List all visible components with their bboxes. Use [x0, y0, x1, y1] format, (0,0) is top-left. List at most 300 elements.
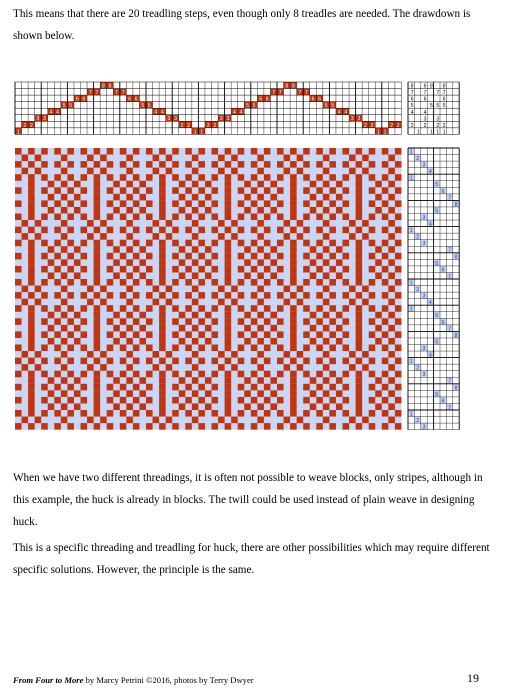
warp-float	[251, 318, 258, 325]
warp-float	[225, 403, 232, 410]
warp-float	[375, 194, 382, 201]
warp-float	[159, 423, 166, 430]
warp-float	[225, 377, 232, 384]
warp-float	[120, 200, 127, 207]
page-number: 19	[467, 671, 479, 685]
warp-float	[212, 279, 219, 286]
warp-float	[395, 214, 402, 221]
warp-float	[251, 214, 258, 221]
warp-float	[41, 305, 48, 312]
warp-float	[146, 200, 153, 207]
warp-float	[388, 299, 395, 306]
warp-float	[251, 279, 258, 286]
warp-float	[100, 168, 107, 175]
warp-float	[153, 364, 160, 371]
threading-number: 5	[69, 103, 73, 110]
warp-float	[146, 410, 153, 417]
warp-float	[61, 233, 68, 240]
tieup-number: 8	[430, 83, 433, 90]
warp-float	[126, 246, 133, 253]
warp-float	[270, 377, 277, 384]
warp-float	[336, 207, 343, 214]
threading-number: 3	[350, 116, 354, 123]
warp-float	[369, 318, 376, 325]
warp-float	[133, 331, 140, 338]
warp-float	[212, 410, 219, 417]
threading-number: 2	[396, 122, 400, 129]
treadle-number: 2	[416, 287, 419, 293]
warp-float	[356, 403, 363, 410]
warp-float	[290, 338, 297, 345]
warp-float	[356, 312, 363, 319]
warp-float	[290, 384, 297, 391]
warp-float	[238, 214, 245, 221]
warp-float	[87, 155, 94, 162]
warp-float	[251, 161, 258, 168]
warp-float	[198, 371, 205, 378]
warp-float	[41, 174, 48, 181]
threading-number: 2	[390, 122, 394, 129]
treadle-number: 7	[448, 378, 451, 385]
warp-float	[264, 292, 271, 299]
warp-float	[94, 194, 101, 201]
warp-float	[369, 292, 376, 299]
warp-float	[198, 292, 205, 299]
treadle-number: 6	[441, 398, 445, 405]
warp-float	[35, 220, 42, 227]
warp-float	[100, 351, 107, 358]
warp-float	[369, 397, 376, 404]
warp-float	[15, 187, 22, 194]
warp-float	[54, 331, 61, 338]
warp-float	[251, 174, 258, 181]
warp-float	[395, 266, 402, 273]
warp-float	[356, 272, 363, 279]
warp-float	[290, 318, 297, 325]
threading-number: 7	[272, 90, 276, 96]
warp-float	[67, 305, 74, 312]
warp-float	[133, 161, 140, 168]
treadle-number: 7	[448, 326, 451, 333]
treadle-number: 3	[422, 345, 426, 352]
warp-float	[238, 292, 245, 299]
warp-float	[166, 220, 173, 227]
threading-number: 6	[311, 96, 315, 103]
warp-float	[139, 377, 146, 384]
warp-float	[388, 312, 395, 319]
warp-float	[15, 240, 22, 247]
warp-float	[67, 345, 74, 352]
warp-float	[159, 272, 166, 279]
warp-float	[212, 266, 219, 273]
warp-float	[133, 358, 140, 365]
warp-float	[54, 214, 61, 221]
warp-float	[133, 148, 140, 155]
warp-float	[356, 240, 363, 247]
warp-float	[329, 200, 336, 207]
warp-float	[35, 364, 42, 371]
warp-float	[205, 207, 212, 214]
warp-float	[336, 259, 343, 266]
warp-float	[198, 358, 205, 365]
warp-float	[257, 155, 264, 162]
warp-float	[81, 318, 88, 325]
warp-float	[356, 325, 363, 332]
warp-float	[172, 331, 179, 338]
warp-float	[48, 390, 55, 397]
warp-float	[172, 305, 179, 312]
warp-float	[270, 181, 277, 188]
warp-float	[35, 155, 42, 162]
warp-float	[329, 279, 336, 286]
warp-float	[231, 155, 238, 162]
warp-float	[107, 214, 114, 221]
warp-float	[303, 345, 310, 352]
warp-float	[185, 305, 192, 312]
warp-float	[28, 371, 35, 378]
warp-float	[238, 148, 245, 155]
warp-float	[382, 240, 389, 247]
warp-float	[323, 220, 330, 227]
warp-float	[323, 286, 330, 293]
warp-float	[257, 338, 264, 345]
warp-float	[15, 305, 22, 312]
treadle-number: 8	[454, 332, 458, 339]
warp-float	[94, 318, 101, 325]
warp-float	[382, 253, 389, 260]
warp-float	[329, 345, 336, 352]
warp-float	[198, 161, 205, 168]
warp-float	[133, 305, 140, 312]
warp-float	[329, 397, 336, 404]
threading-number: 5	[62, 103, 66, 110]
warp-float	[94, 227, 101, 234]
warp-float	[28, 390, 35, 397]
warp-float	[303, 397, 310, 404]
threading-number: 5	[252, 103, 256, 110]
warp-float	[343, 279, 350, 286]
warp-float	[336, 194, 343, 201]
threading-number: 7	[298, 90, 302, 96]
warp-float	[120, 397, 127, 404]
warp-float	[238, 318, 245, 325]
warp-float	[133, 279, 140, 286]
warp-float	[94, 338, 101, 345]
threading-number: 6	[259, 96, 263, 103]
warp-float	[336, 325, 343, 332]
warp-float	[192, 338, 199, 345]
treadle-number: 6	[441, 188, 445, 195]
warp-float	[205, 377, 212, 384]
warp-float	[369, 305, 376, 312]
warp-float	[81, 292, 88, 299]
warp-float	[126, 194, 133, 201]
warp-float	[231, 233, 238, 240]
warp-float	[212, 358, 219, 365]
warp-float	[343, 305, 350, 312]
warp-float	[356, 187, 363, 194]
warp-float	[61, 259, 68, 266]
warp-float	[159, 318, 166, 325]
warp-float	[212, 187, 219, 194]
warp-float	[159, 200, 166, 207]
warp-float	[107, 345, 114, 352]
warp-float	[120, 423, 127, 430]
warp-float	[290, 403, 297, 410]
warp-float	[290, 200, 297, 207]
warp-float	[146, 318, 153, 325]
warp-float	[356, 423, 363, 430]
warp-float	[113, 194, 120, 201]
warp-float	[67, 292, 74, 299]
warp-float	[166, 351, 173, 358]
warp-float	[257, 259, 264, 266]
warp-float	[369, 187, 376, 194]
threading-number: 7	[95, 90, 99, 96]
warp-float	[120, 253, 127, 260]
warp-float	[54, 305, 61, 312]
threading-number: 5	[324, 103, 328, 110]
warp-float	[28, 207, 35, 214]
warp-float	[28, 214, 35, 221]
warp-float	[264, 253, 271, 260]
warp-float	[107, 331, 114, 338]
warp-float	[257, 181, 264, 188]
warp-float	[133, 345, 140, 352]
warp-float	[205, 312, 212, 319]
warp-float	[120, 161, 127, 168]
warp-float	[100, 299, 107, 306]
warp-float	[28, 325, 35, 332]
warp-float	[231, 220, 238, 227]
threading-number: 4	[233, 109, 236, 116]
warp-float	[22, 168, 29, 175]
warp-float	[28, 240, 35, 247]
warp-float	[329, 266, 336, 273]
warp-float	[81, 423, 88, 430]
warp-float	[323, 377, 330, 384]
warp-float	[356, 253, 363, 260]
warp-float	[15, 384, 22, 391]
warp-float	[87, 168, 94, 175]
warp-float	[310, 390, 317, 397]
warp-float	[323, 312, 330, 319]
warp-float	[290, 181, 297, 188]
threading-number: 8	[291, 83, 295, 90]
warp-float	[336, 390, 343, 397]
warp-float	[146, 187, 153, 194]
warp-float	[277, 240, 284, 247]
warp-float	[388, 168, 395, 175]
warp-float	[94, 384, 101, 391]
warp-float	[382, 292, 389, 299]
warp-float	[41, 410, 48, 417]
warp-float	[153, 299, 160, 306]
warp-float	[323, 403, 330, 410]
warp-float	[81, 227, 88, 234]
warp-float	[192, 351, 199, 358]
warp-float	[225, 148, 232, 155]
warp-float	[48, 325, 55, 332]
threading-number: 3	[43, 116, 46, 123]
warp-float	[146, 331, 153, 338]
warp-float	[277, 358, 284, 365]
warp-float	[172, 292, 179, 299]
warp-float	[212, 331, 219, 338]
warp-float	[28, 246, 35, 253]
warp-float	[316, 305, 323, 312]
warp-float	[94, 272, 101, 279]
warp-float	[349, 364, 356, 371]
warp-float	[28, 397, 35, 404]
threading-number: 4	[160, 109, 164, 116]
threading-number: 2	[23, 122, 27, 129]
warp-float	[35, 299, 42, 306]
tieup-number: 7	[436, 90, 440, 97]
treadle-number: 2	[416, 156, 419, 162]
threading-number: 4	[344, 109, 348, 116]
warp-float	[336, 338, 343, 345]
warp-float	[343, 423, 350, 430]
threading-number: 1	[16, 129, 20, 136]
warp-float	[343, 148, 350, 155]
warp-float	[329, 214, 336, 221]
warp-float	[198, 240, 205, 247]
warp-float	[290, 377, 297, 384]
warp-float	[54, 318, 61, 325]
warp-float	[343, 331, 350, 338]
tieup-number: 7	[410, 90, 414, 97]
threading-grid	[15, 82, 401, 135]
warp-float	[303, 305, 310, 312]
treadle-number: 3	[422, 372, 426, 379]
warp-float	[225, 423, 232, 430]
warp-float	[159, 358, 166, 365]
warp-float	[375, 390, 382, 397]
warp-float	[172, 318, 179, 325]
warp-float	[41, 279, 48, 286]
warp-float	[375, 272, 382, 279]
warp-float	[120, 410, 127, 417]
warp-float	[388, 338, 395, 345]
warp-float	[297, 155, 304, 162]
tieup-number: 1	[436, 129, 440, 136]
warp-float	[153, 220, 160, 227]
warp-float	[120, 240, 127, 247]
warp-float	[120, 214, 127, 221]
warp-float	[316, 279, 323, 286]
threading-number: 8	[102, 83, 105, 90]
warp-float	[41, 384, 48, 391]
warp-float	[94, 423, 101, 430]
warp-float	[225, 259, 232, 266]
warp-float	[329, 292, 336, 299]
warp-float	[205, 259, 212, 266]
warp-float	[369, 227, 376, 234]
warp-float	[316, 358, 323, 365]
warp-float	[323, 168, 330, 175]
warp-float	[238, 266, 245, 273]
warp-float	[198, 200, 205, 207]
warp-float	[388, 181, 395, 188]
warp-float	[251, 384, 258, 391]
warp-float	[198, 227, 205, 234]
treadle-number: 4	[429, 352, 432, 359]
warp-float	[185, 410, 192, 417]
warp-float	[251, 292, 258, 299]
treadle-number: 2	[416, 418, 419, 424]
warp-float	[198, 174, 205, 181]
warp-float	[192, 220, 199, 227]
warp-float	[297, 417, 304, 424]
warp-float	[192, 246, 199, 253]
warp-float	[382, 227, 389, 234]
warp-float	[395, 305, 402, 312]
warp-float	[290, 397, 297, 404]
warp-float	[146, 279, 153, 286]
warp-float	[310, 207, 317, 214]
warp-float	[238, 358, 245, 365]
warp-float	[81, 331, 88, 338]
warp-float	[238, 305, 245, 312]
warp-float	[290, 194, 297, 201]
warp-float	[185, 331, 192, 338]
warp-float	[257, 364, 264, 371]
warp-float	[388, 155, 395, 162]
warp-float	[54, 292, 61, 299]
warp-float	[159, 246, 166, 253]
warp-float	[192, 286, 199, 293]
warp-float	[356, 318, 363, 325]
warp-float	[153, 155, 160, 162]
warp-float	[179, 390, 186, 397]
warp-float	[172, 410, 179, 417]
threading-number: 7	[115, 90, 118, 96]
warp-float	[120, 187, 127, 194]
threading-number: 1	[200, 129, 204, 136]
warp-float	[257, 246, 264, 253]
warp-float	[159, 207, 166, 214]
warp-float	[356, 410, 363, 417]
warp-float	[382, 279, 389, 286]
warp-float	[277, 397, 284, 404]
warp-float	[61, 403, 68, 410]
threading-number: 4	[154, 109, 158, 116]
warp-float	[336, 246, 343, 253]
warp-float	[238, 187, 245, 194]
warp-float	[369, 358, 376, 365]
warp-float	[185, 279, 192, 286]
warp-float	[15, 174, 22, 181]
warp-float	[303, 227, 310, 234]
warp-float	[172, 371, 179, 378]
warp-float	[290, 187, 297, 194]
warp-float	[225, 397, 232, 404]
warp-float	[238, 200, 245, 207]
tieup-number: 4	[423, 109, 427, 116]
warp-float	[185, 214, 192, 221]
warp-float	[107, 266, 114, 273]
warp-float	[113, 272, 120, 279]
warp-float	[126, 286, 133, 293]
warp-float	[257, 233, 264, 240]
warp-float	[329, 227, 336, 234]
warp-float	[192, 299, 199, 306]
warp-float	[212, 227, 219, 234]
threading-number: 1	[383, 129, 387, 136]
warp-float	[54, 358, 61, 365]
warp-float	[133, 174, 140, 181]
